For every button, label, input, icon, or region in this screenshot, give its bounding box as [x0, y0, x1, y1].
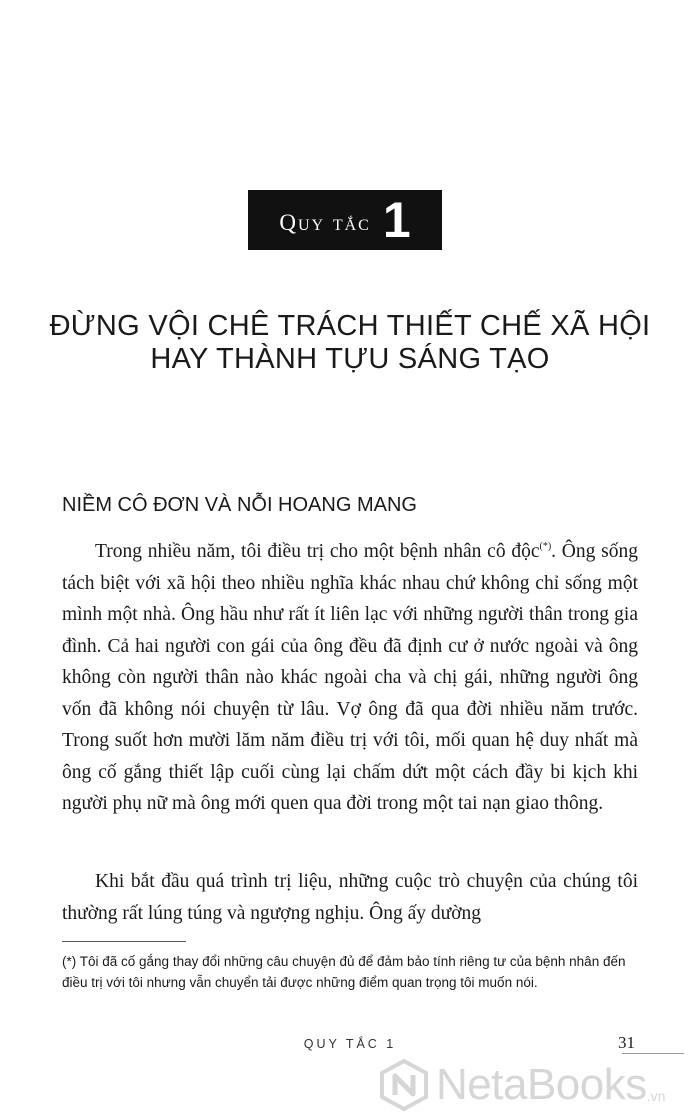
chapter-title-line-1: ĐỪNG VỘI CHÊ TRÁCH THIẾT CHẾ XÃ HỘI: [49, 310, 651, 342]
running-footer: QUY TẮC 1: [303, 1037, 397, 1051]
footnote-reference: (*): [539, 541, 552, 552]
chapter-label-box: [248, 190, 442, 250]
netabooks-logo-icon: [378, 1059, 430, 1111]
chapter-label: Quy tắc: [279, 210, 371, 235]
body-paragraph-2: Khi bắt đầu quá trình trị liệu, những cuộc trò chuyện của chúng tôi thường rất lúng túng và ngượng nghịu. Ông ấy dường: [62, 871, 638, 924]
chapter-number: 1: [382, 192, 411, 248]
watermark-text: NetaBooks: [436, 1060, 647, 1109]
body-paragraph-1: [62, 536, 638, 820]
watermark-suffix: .vn: [646, 1088, 666, 1104]
watermark: [378, 1055, 698, 1115]
paragraph-1-start: Trong nhiều năm, tôi điều trị cho một bệnh nhân cô độc: [95, 541, 540, 562]
chapter-title-line-2: HAY THÀNH TỰU SÁNG TẠO: [150, 343, 550, 375]
section-heading: NIỀM CÔ ĐƠN VÀ NỖI HOANG MANG: [62, 494, 417, 516]
paragraph-1-rest: . Ông sống tách biệt với xã hội theo nhiều nghĩa khác nhau chứ không chỉ sống một mình một nhà. Ông hầu như rất ít liên lạc với những người thân trong gia đình. Cả hai người con gái của ông đều đã định cư ở nước ngoài và ông không còn người thân nào khác ngoài cha và chị gái, những người ông vốn đã không nói chuyện từ lâu. Vợ ông đã qua đời nhiều năm trước. Trong suốt hơn mười lăm năm điều trị với tôi, mối quan hệ duy nhất mà ông cố gắng thiết lập cuối cùng lại chấm dứt một cách đầy bi kịch khi người phụ nữ mà ông mới quen qua đời trong một tai nạn giao thông.: [62, 541, 638, 814]
footnote: (*) Tôi đã cố gắng thay đổi những câu chuyện đủ để đảm bảo tính riêng tư của bệnh nhân đến điều trị với tôi nhưng vẫn chuyển tải được những điểm quan trọng tôi muốn nói.: [62, 954, 626, 990]
page-number: 31: [618, 1033, 635, 1052]
page-number-underline: [622, 1053, 684, 1054]
footnote-divider: [62, 941, 186, 942]
